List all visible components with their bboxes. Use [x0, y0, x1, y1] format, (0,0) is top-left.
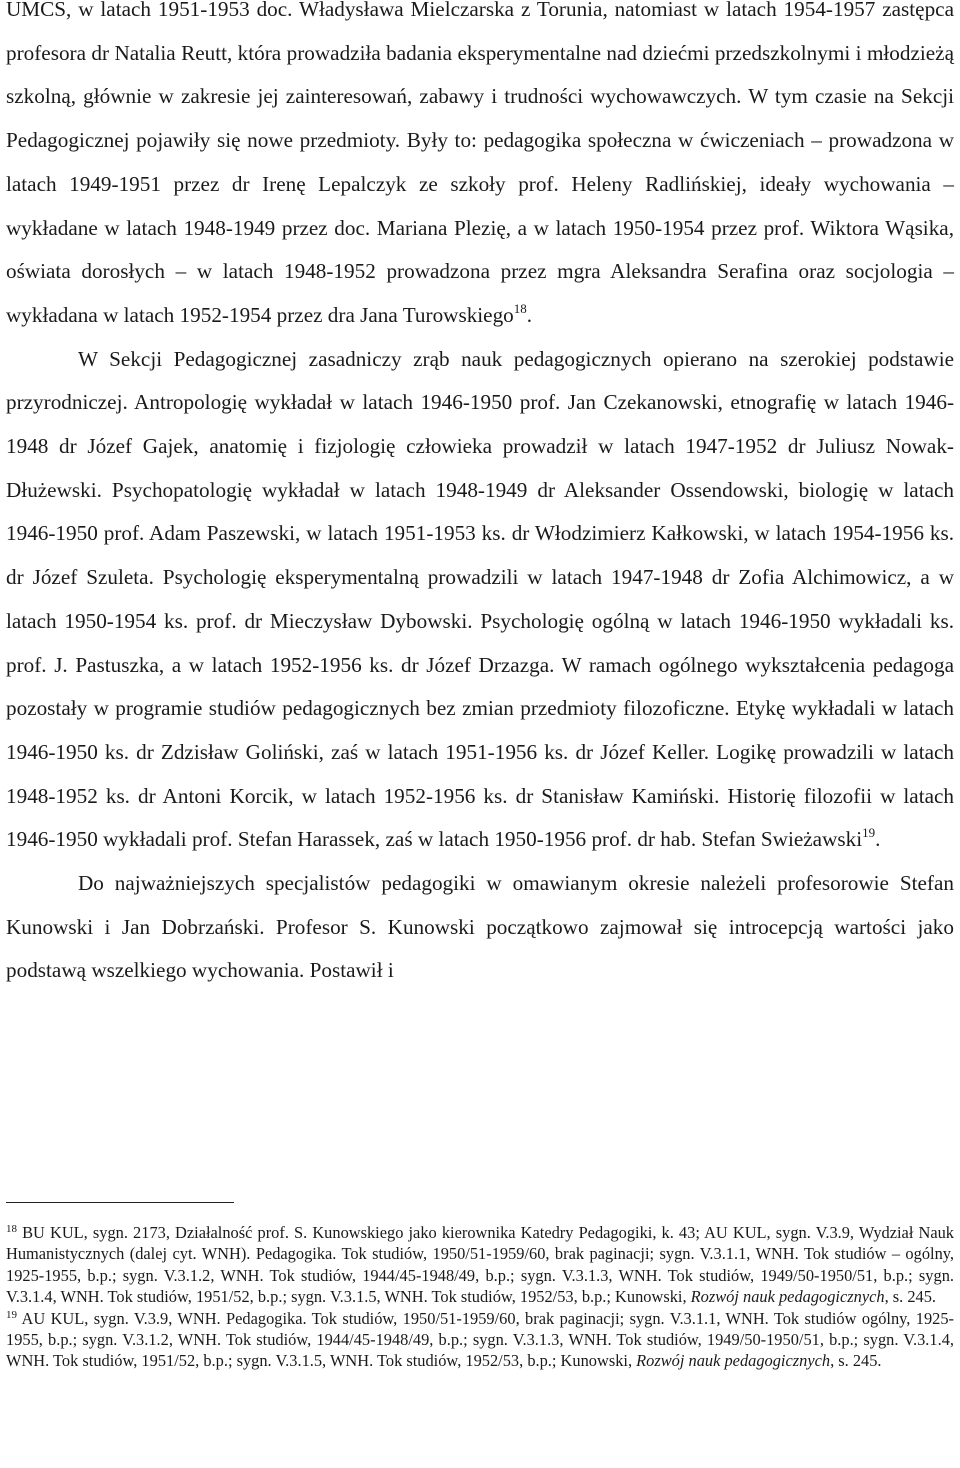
footnote-ref-19[interactable]: 19 — [862, 825, 876, 841]
footnotes — [6, 1222, 954, 1372]
footnote-18-italic: Rozwój nauk pedagogicznych — [690, 1287, 885, 1307]
paragraph-1-text: UMCS, w latach 1951-1953 doc. Władysława Mielczarska z Torunia, natomiast w latach 1954-1957 zastępca profesora dr Natalia Reutt, która prowadziła badania eksperymentalne nad dziećmi przedszkolnymi i młodzieżą szkolną, głównie w zakresie jej zainteresowań, zabawy i trudności wychowawczych. W tym czasie na Sekcji Pedagogicznej pojawiły się nowe przedmioty. Były to: pedagogika społeczna w ćwiczeniach – prowadzona w latach 1949-1951 przez dr Irenę Lepalczyk ze szkoły prof. Heleny Radlińskiej, ideały wychowania – wykładane w latach 1948-1949 przez doc. Mariana Plezię, a w latach 1950-1954 przez prof. Wiktora Wąsika, oświata dorosłych – w latach 1948-1952 prowadzona przez mgra Aleksandra Serafina oraz socjologia – wykładana w latach 1952-1954 przez dra Jana Turowskiego — [6, 0, 954, 327]
footnote-18-text: BU KUL, sygn. 2173, Działalność prof. S. Kunowskiego jako kierownika Katedry Pedagogiki, k. 43; AU KUL, sygn. V.3.9, Wydział Nauk Humanistycznych (dalej cyt. WNH). Pedagogika. Tok studiów, 1950/51-1959/60, brak paginacji; sygn. V.3.1.1, WNH. Tok studiów – ogólny, 1925-1955, b.p.; sygn. V.3.1.2, WNH. Tok studiów, 1944/45-1948/49, b.p.; sygn. V.3.1.3, WNH. Tok studiów, 1949/50-1950/51, b.p.; sygn. V.3.1.4, WNH. Tok studiów, 1951/52, b.p.; sygn. V.3.1.5, WNH. Tok studiów, 1952/53, b.p.; Kunowski, — [6, 1223, 954, 1307]
footnote-ref-18[interactable]: 18 — [513, 300, 527, 316]
footnote-18 — [6, 1222, 954, 1308]
paragraph-1-end: . — [526, 302, 533, 327]
paragraph-3-text: Do najważniejszych specjalistów pedagogiki w omawianym okresie należeli profesorowie Stefan Kunowski i Jan Dobrzański. Profesor S. Kunowski początkowo zajmował się introcepcją wartości jako podstawą wszelkiego wychowania. Postawił i — [6, 871, 954, 983]
footnote-separator — [6, 1202, 234, 1203]
paragraph-2 — [6, 338, 954, 862]
footnote-number-18: 18 — [6, 1223, 17, 1235]
main-text — [6, 0, 954, 993]
paragraph-2-text: W Sekcji Pedagogicznej zasadniczy zrąb nauk pedagogicznych opierano na szerokiej podstawie przyrodniczej. Antropologię wykładał w latach 1946-1950 prof. Jan Czekanowski, etnografię w latach 1946-1948 dr Józef Gajek, anatomię i fizjologię człowieka prowadził w latach 1947-1952 dr Juliusz Nowak-Dłużewski. Psychopatologię wykładał w latach 1948-1949 dr Aleksander Ossendowski, biologię w latach 1946-1950 prof. Adam Paszewski, w latach 1951-1953 ks. dr Włodzimierz Kałkowski, w latach 1954-1956 ks. dr Józef Szuleta. Psychologię eksperymentalną prowadzili w latach 1947-1948 dr Zofia Alchimowicz, a w latach 1950-1954 ks. prof. dr Mieczysław Dybowski. Psychologię ogólną w latach 1946-1950 wykładali ks. prof. J. Pastuszka, a w latach 1952-1956 ks. dr Józef Drzazga. W ramach ogólnego wykształcenia pedagoga pozostały w programie studiów pedagogicznych bez zmian przedmioty filozoficzne. Etykę wykładali w latach 1946-1950 ks. dr Zdzisław Goliński, zaś w latach 1951-1956 ks. dr Józef Keller. Logikę prowadzili w latach 1948-1952 ks. dr Antoni Korcik, w latach 1952-1956 ks. dr Stanisław Kamiński. Historię filozofii w latach 1946-1950 wykładali prof. Stefan Harassek, zaś w latach 1950-1956 prof. dr hab. Stefan Swieżawski — [6, 346, 954, 852]
paragraph-1 — [6, 0, 954, 338]
footnote-18-tail: , s. 245. — [884, 1287, 937, 1307]
footnote-19-text: AU KUL, sygn. V.3.9, WNH. Pedagogika. Tok studiów, 1950/51-1959/60, brak paginacji; sygn. V.3.1.1, WNH. Tok studiów ogólny, 1925-1955, b.p.; sygn. V.3.1.2, WNH. Tok studiów, 1944/45-1948/49, b.p.; sygn. V.3.1.3, WNH. Tok studiów, 1949/50-1950/51, b.p.; sygn. V.3.1.4, WNH. Tok studiów, 1951/52, b.p.; sygn. V.3.1.5, WNH. Tok studiów, 1952/53, b.p.; Kunowski, — [6, 1308, 955, 1371]
footnote-number-19: 19 — [6, 1308, 17, 1321]
paragraph-2-end: . — [875, 827, 881, 852]
document-page — [6, 0, 954, 993]
footnote-19-tail: , s. 245. — [830, 1351, 882, 1371]
footnote-19 — [6, 1308, 954, 1372]
footnote-19-italic: Rozwój nauk pedagogicznych — [636, 1351, 831, 1371]
paragraph-3 — [6, 862, 954, 993]
